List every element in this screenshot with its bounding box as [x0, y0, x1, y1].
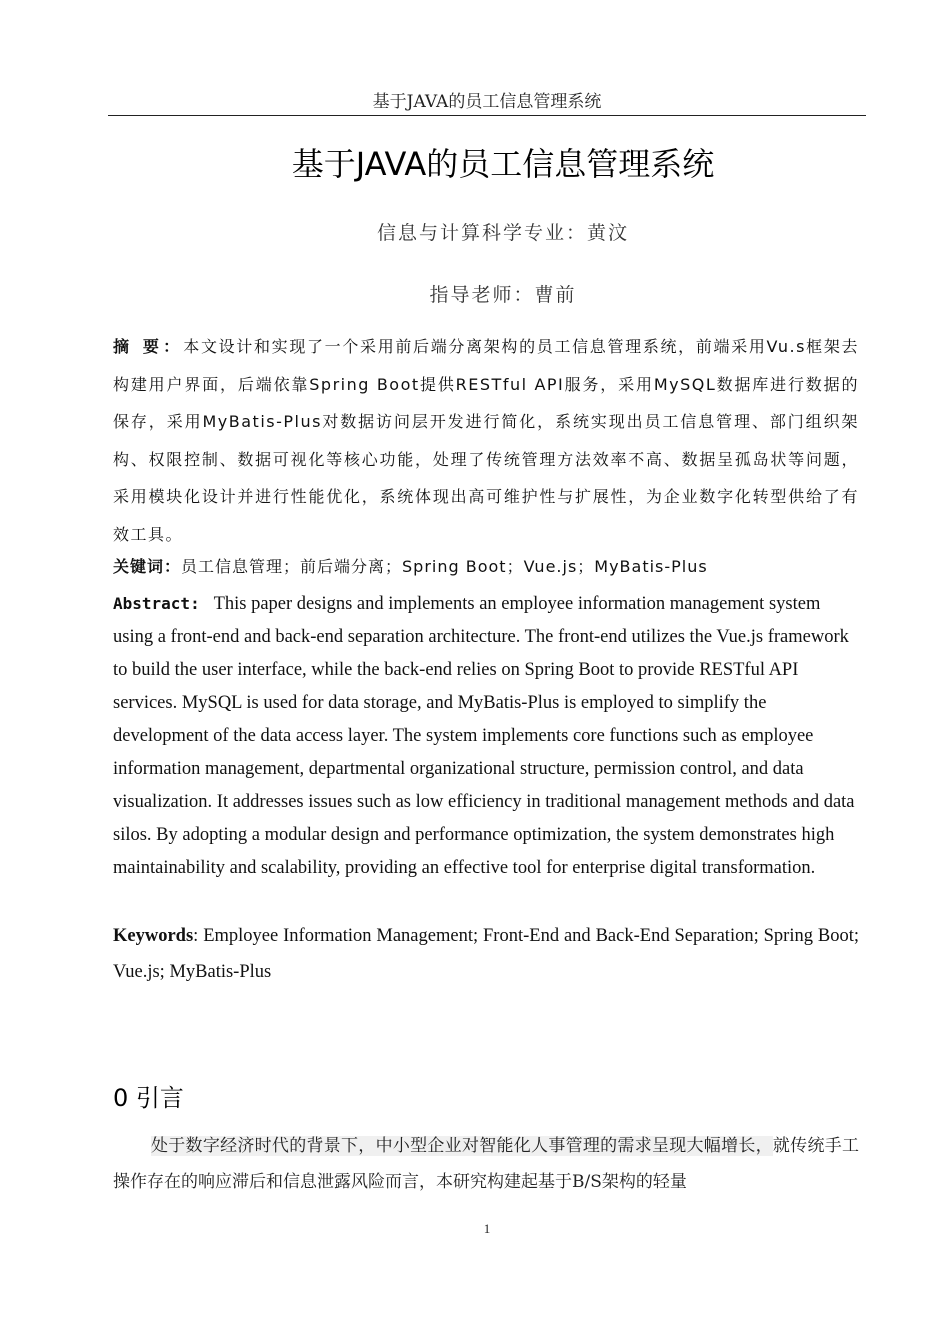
intro-highlighted-text: 处于数字经济时代的背景下，中小型企业对智能化人事管理的需求呈现大幅增长， — [151, 1136, 773, 1156]
keywords-chinese-text: 员工信息管理；前后端分离；Spring Boot；Vue.js；MyBatis-Plus — [181, 557, 708, 576]
keywords-english-label: Keywords — [113, 926, 194, 946]
abstract-english-label: Abstract: — [113, 594, 200, 613]
intro-text: 就传统手工操作存在的响应滞后和信息泄露风险而言，本研究构建起基于B/S架构的轻量 — [113, 1136, 860, 1192]
author-line: 信息与计算科学专业：黄汶 — [376, 222, 629, 244]
abstract-english — [113, 587, 859, 885]
keywords-chinese — [113, 554, 859, 580]
section-heading: 0 引言 — [113, 1084, 184, 1112]
paper-title: 基于JAVA的员工信息管理系统 — [291, 145, 715, 183]
abstract-chinese-label: 摘 要： — [113, 337, 184, 356]
page-number: 1 — [483, 1221, 491, 1236]
keywords-english-text: : Employee Information Management; Front-End and Back-End Separation; Spring Boot; Vue.js; MyBatis-Plus — [113, 926, 859, 982]
running-header: 基于JAVA的员工信息管理系统 — [372, 92, 602, 112]
header-rule — [108, 115, 866, 116]
intro-paragraph — [113, 1128, 859, 1200]
abstract-chinese — [113, 328, 859, 553]
keywords-chinese-label: 关键词： — [113, 557, 182, 576]
abstract-english-text: This paper designs and implements an employee information management system using a front-end and back-end separation architecture. The front-end utilizes the Vue.js framework to build the user interface, while the back-end relies on Spring Boot to provide RESTful API services. MySQL is used for data storage, and MyBatis-Plus is employed to simplify the development of the data access layer. The system implements core functions such as employee information management, departmental organizational structure, permission control, and data visualization. It addresses issues such as low efficiency in traditional management methods and data silos. By adopting a modular design and performance optimization, the system demonstrates high maintainability and scalability, providing an effective tool for enterprise digital transformation. — [113, 594, 855, 878]
abstract-chinese-text: 本文设计和实现了一个采用前后端分离架构的员工信息管理系统，前端采用Vu.s框架去构建用户界面，后端依靠Spring Boot提供RESTful API服务，采用MySQL数据库进行数据的保存，采用MyBatis-Plus对数据访问层开发进行简化，系统实现出员工信息管理、部门组织架构、权限控制、数据可视化等核心功能，处理了传统管理方法效率不高、数据呈孤岛状等问题，采用模块化设计并进行性能优化，系统体现出高可维护性与扩展性，为企业数字化转型供给了有效工具。 — [113, 337, 859, 544]
keywords-english — [113, 918, 859, 990]
advisor-line: 指导老师：曹前 — [429, 284, 577, 306]
